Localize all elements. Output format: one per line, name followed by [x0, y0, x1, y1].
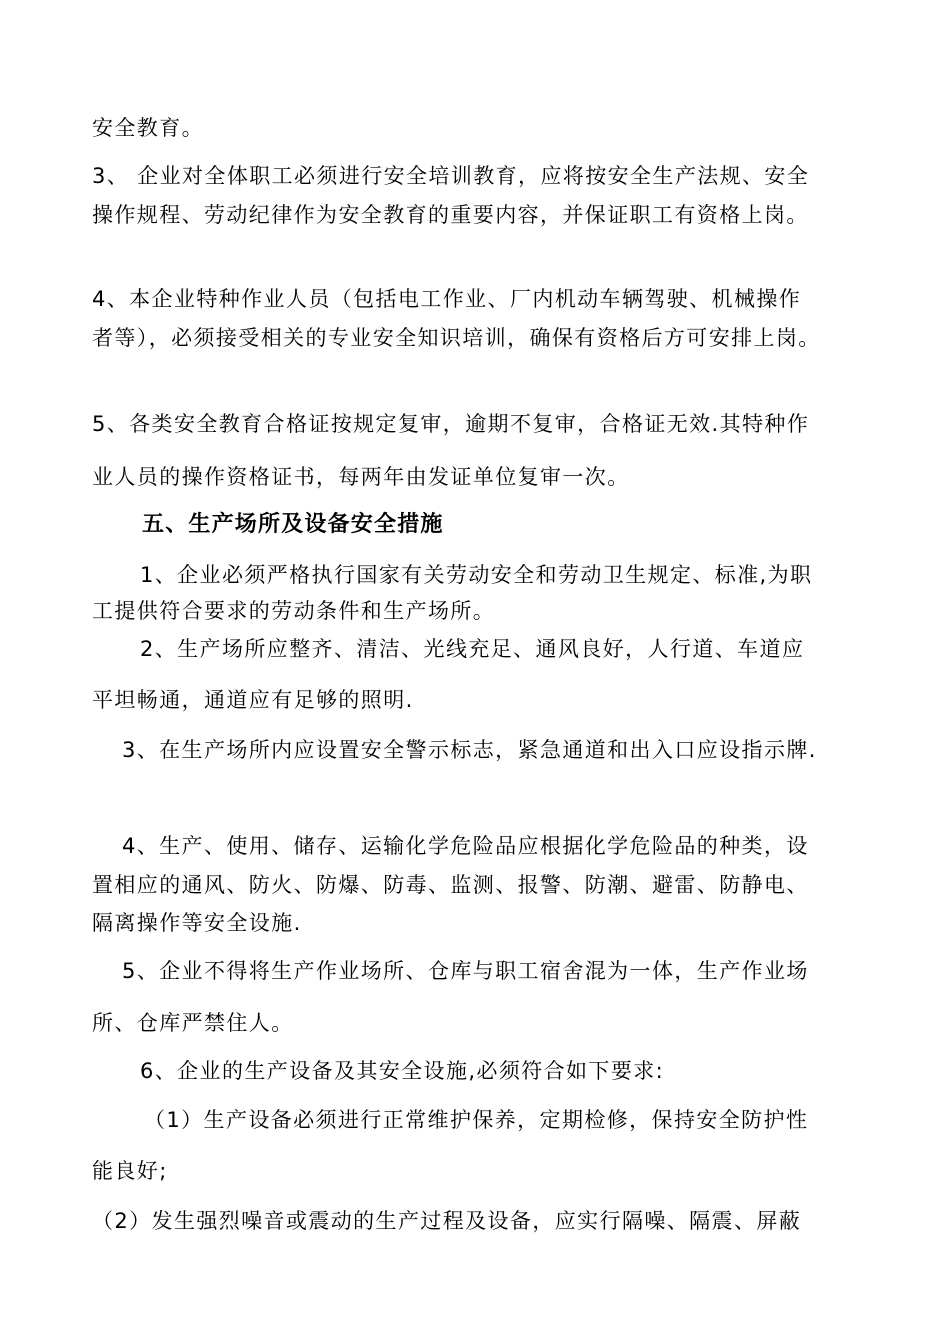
paragraph-line: 安全教育。 — [92, 116, 204, 140]
paragraph-line: 6、企业的生产设备及其安全设施,必须符合如下要求: — [140, 1059, 665, 1083]
paragraph-line: 者等），必须接受相关的专业安全知识培训，确保有资格后方可安排上岗。 — [92, 326, 821, 350]
paragraph-line: 5、各类安全教育合格证按规定复审，逾期不复审，合格证无效.其特种作 — [92, 412, 810, 436]
paragraph-line: （1）生产设备必须进行正常维护保养，定期检修，保持安全防护性 — [144, 1108, 809, 1132]
paragraph-line: （2）发生强烈噪音或震动的生产过程及设备，应实行隔噪、隔震、屏蔽 — [92, 1209, 802, 1233]
paragraph-line: 隔离操作等安全设施. — [92, 911, 302, 935]
paragraph-line: 4、生产、使用、储存、运输化学危险品应根据化学危险品的种类，设 — [122, 834, 809, 858]
paragraph-line: 操作规程、劳动纪律作为安全教育的重要内容，并保证职工有资格上岗。 — [92, 203, 809, 227]
paragraph-line: 3、 企业对全体职工必须进行安全培训教育，应将按安全生产法规、安全 — [92, 164, 810, 188]
paragraph-line: 置相应的通风、防火、防爆、防毒、监测、报警、防潮、避雷、防静电、 — [92, 873, 809, 897]
paragraph-line: 工提供符合要求的劳动条件和生产场所。 — [92, 599, 496, 623]
paragraph-line: 2、生产场所应整齐、清洁、光线充足、通风良好，人行道、车道应 — [140, 637, 805, 661]
paragraph-line: 4、本企业特种作业人员（包括电工作业、厂内机动车辆驾驶、机械操作 — [92, 287, 802, 311]
paragraph-line: 平坦畅通，通道应有足够的照明. — [92, 688, 414, 712]
paragraph-line: 1、企业必须严格执行国家有关劳动安全和劳动卫生规定、标准,为职 — [140, 563, 813, 587]
paragraph-line: 业人员的操作资格证书，每两年由发证单位复审一次。 — [92, 465, 630, 489]
paragraph-line: 3、在生产场所内应设置安全警示标志，紧急通道和出入口应设指示牌. — [122, 738, 817, 762]
paragraph-line: 所、仓库严禁住人。 — [92, 1011, 294, 1035]
section-heading: 五、生产场所及设备安全措施 — [142, 512, 444, 537]
paragraph-line: 能良好; — [92, 1159, 168, 1183]
paragraph-line: 5、企业不得将生产作业场所、仓库与职工宿舍混为一体，生产作业场 — [122, 959, 809, 983]
